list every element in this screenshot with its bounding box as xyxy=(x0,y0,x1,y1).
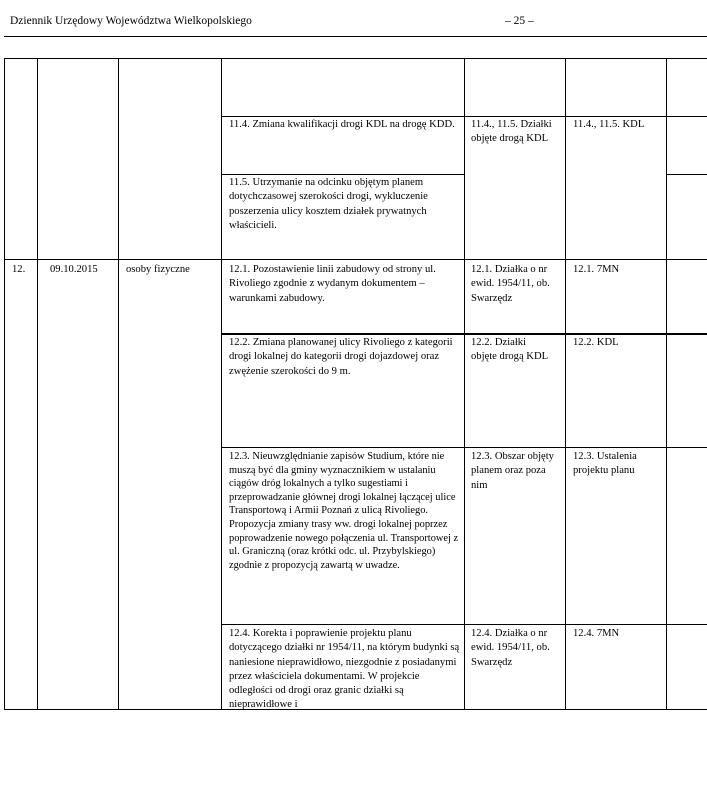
column-border xyxy=(4,58,5,710)
row-border xyxy=(221,333,707,335)
column-border xyxy=(565,58,566,710)
table-cell-designation: 11.4., 11.5. KDL xyxy=(573,119,645,130)
table-cell-description: 12.1. Pozostawienie linii zabudowy od strony ul. Rivoliego zgodnie z wydanym dokumentem – warunkami zabudowy. xyxy=(229,264,436,304)
row-border xyxy=(221,116,707,117)
row-border xyxy=(221,624,707,625)
journal-title: Dziennik Urzędowy Województwa Wielkopolskiego xyxy=(10,15,252,27)
table-cell-plots: 12.4. Działka o nr ewid. 1954/11, ob. Swarzędz xyxy=(471,628,550,668)
table-cell-designation: 12.3. Ustalenia projektu planu xyxy=(573,451,637,477)
column-border xyxy=(666,58,667,710)
table-cell-plots: 11.4., 11.5. Działki objęte drogą KDL xyxy=(471,119,552,145)
table-cell-number: 12. xyxy=(12,264,26,275)
row-border xyxy=(221,447,707,448)
row-border xyxy=(4,259,707,260)
column-border xyxy=(37,58,38,710)
table-cell-description: 11.4. Zmiana kwalifikacji drogi KDL na drogę KDD. xyxy=(229,119,455,130)
column-border xyxy=(464,58,465,710)
row-border xyxy=(666,174,707,175)
column-border xyxy=(118,58,119,710)
table-cell-plots: 12.3. Obszar objęty planem oraz poza nim xyxy=(471,451,554,491)
page-number: – 25 – xyxy=(505,15,534,27)
table-top-border xyxy=(4,58,707,59)
table-cell-date: 09.10.2015 xyxy=(50,264,98,275)
row-border xyxy=(221,174,465,175)
table-cell-plots: 12.1. Działka o nr ewid. 1954/11, ob. Swarzędz xyxy=(471,264,550,304)
table-cell-submitter: osoby fizyczne xyxy=(126,264,190,275)
table-cell-description: 12.3. Nieuwzględnianie zapisów Studium, które nie muszą być dla gminy wyznacznikiem w ustalaniu ciągów dróg lokalnych a tylko sugestiami i przeprowadzanie głównej drogi lokalnej łączącej ulice Transportową i Armii Poznań z ulicą Rivoliego. Propozycja zmiany trasy ww. drogi lokalnej poprzez poprowadzenie nowego połączenia ul. Transportowej z ul. Graniczną (oraz krótki odc. ul. Przybylskiego) zgodnie z propozycją zawartą w uwadze. xyxy=(229,451,459,571)
table-cell-description: 12.4. Korekta i poprawienie projektu planu dotyczącego działki nr 1954/11, na którym budynki są naniesione nieprawidłowo, niezgodnie z posiadanymi przez właściciela dokumentami. W projekcie odległości od drogi oraz granic działki są nieprawidłowe i xyxy=(229,628,460,711)
table-cell-plots: 12.2. Działki objęte drogą KDL xyxy=(471,337,549,363)
table-cell-designation: 12.4. 7MN xyxy=(573,628,620,639)
column-border xyxy=(221,58,222,710)
table-cell-description: 12.2. Zmiana planowanej ulicy Rivoliego z kategorii drogi lokalnej do kategorii drogi dojazdowej oraz zwężenie szerokości do 9 m. xyxy=(229,337,453,377)
table-cell-description: 11.5. Utrzymanie na odcinku objętym planem dotychczasowej szerokości drogi, wykluczenie poszerzenia ulicy kosztem działek prywatnych właścicieli. xyxy=(229,177,428,231)
table-cell-designation: 12.1. 7MN xyxy=(573,264,620,275)
table-cell-designation: 12.2. KDL xyxy=(573,337,619,348)
header-rule xyxy=(4,36,707,37)
